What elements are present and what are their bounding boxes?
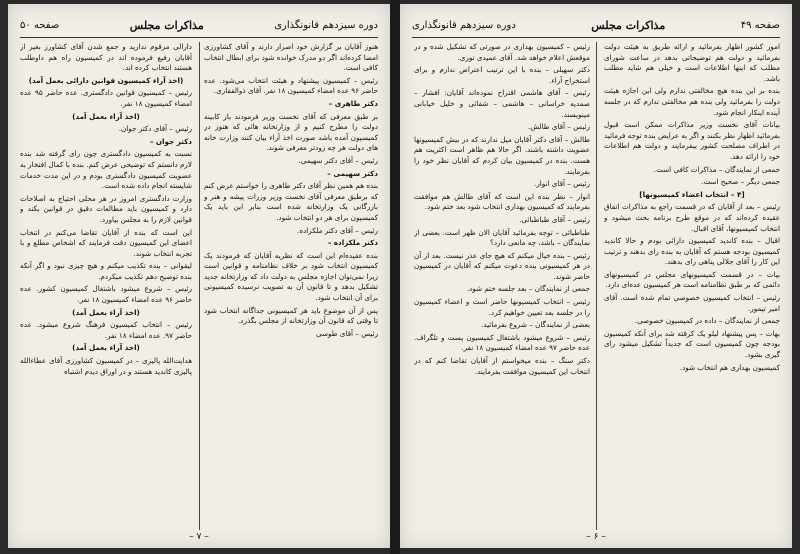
paragraph: جمعی از نمایندگان – داده در کمیسیون خصوصی.: [634, 316, 780, 326]
paragraph: طالش – آقای دکتر آقایان میل ندارند که در بیش کمیسیونها عضویت داشته باشند. اگر حالا هم ظاهر است اکثریت هم هست. بنده در کمیسیون بیان کردم که آقایان نظر خود را بفرمایند.: [414, 134, 590, 176]
paragraph: رئیس – بعد از آقایان که در قسمت راجع به مذاکرات اتفاق عقیده کرده‌اند که در موقع طرح برنامه بحث میشود و انتخاب کمیسیونها، آقای اقبال.: [604, 202, 780, 233]
page-header: [412, 14, 780, 36]
header-session: دوره سیزدهم قانونگذاری: [412, 19, 516, 31]
paragraph: بعضی از نمایندگان – شروع بفرمائید.: [481, 320, 590, 330]
paragraph: کمیسیون بهداری هم انتخاب شود.: [679, 362, 780, 372]
speaker-heading: [۴ – انتخاب اعضاء کمیسیونها]: [639, 189, 745, 199]
paragraph: رئیس – بنده خیال میکنم که هیچ جای عذر نیست. بعد از آن در هر کمیسیونی بنده دعوت میکنم که آقایان در کمیسیون حاضر شوند.: [414, 250, 590, 281]
text-column-left: [414, 42, 590, 530]
text-column-left: [20, 42, 192, 530]
paragraph: رئیس – انتخاب کمیسیونها حاضر است و اعضاء کمیسیون را در جلسه بعد تعیین خواهیم کرد.: [414, 297, 590, 317]
paragraph: لیقوانی – بنده تکذیب میکنم و هیچ چیزی نبود و اگر آنکه بنده توضیح دهم تکذیب میکردم.: [20, 261, 192, 281]
paragraph: اقبال – بنده کاندید کمیسیون دارائی بودم و حالا کاندید کمیسیون بودجه هستم که آقایان به بنده رای بدهند و ترتیب این کار را آقای جلالی پناهی رای بدهند.: [604, 236, 780, 267]
paragraph: رئیس – آقای دکتر سهیمی.: [298, 155, 378, 165]
speaker-heading: دکتر طاهری –: [328, 98, 378, 108]
paragraph: جمعی دیگر – صحیح است.: [701, 177, 780, 187]
header-title: مذاکرات مجلس: [591, 18, 666, 32]
right-page: [400, 4, 792, 548]
paragraph: بر طبق معرفی که آقای نخست وزیر فرمودند باز کابینه دولت را مطرح کنیم و از وزارتخانه هائی که هنوز در کمیسیون آمده باشد صورت اخذ آراء بیان کنند وزارت خانه های دولت هر چه زودتر معرفی شوند.: [204, 111, 378, 153]
header-page-number: صفحه ۵۰: [20, 19, 60, 31]
paragraph: دکتر سنگ – بنده میخواستم از آقایان تقاضا کنم که در انتخاب این کمیسیون موافقت بفرمایند.: [414, 356, 590, 376]
paragraph: این است که بنده از آقایان تقاضا می‌کنم در انتخاب اعضای این کمیسیون دقت فرمایند که اشخاص مطلع و با تجربه انتخاب شوند.: [20, 227, 192, 258]
paragraph: رئیس – کمیسیون پیشنهاد و هیئت انتخاب می‌شود. عده حاضر ۹۶ عده امضاء کمیسیون ۱۸ نفر. آقای ذوالفقاری.: [204, 75, 378, 96]
paragraph: پس از آن موضوع باید هر کمیسیونی جداگانه انتخاب شود تا وقتی که قانون آن وزارتخانه از مجلس بگذرد.: [204, 305, 378, 326]
paragraph: رئیس – کمیسیون قوانین دادگستری. عده حاضر ۹۵ عده امضاء کمیسیون ۱۸ نفر.: [20, 88, 192, 108]
paragraph: جمعی از نمایندگان – بعد جلسه ختم شود.: [466, 284, 590, 294]
header-title: مذاکرات مجلس: [129, 18, 204, 32]
paragraph: بنده هم همین نظر آقای دکتر طاهری را خواستم عرض کنم که برطبق معرفی آقای نخست وزیر وزرات پیشه و هنر و بازرگانی یک وزارتخانه شده است بنابر این باید یک کمیسیون برای هر دو انتخاب شود.: [204, 181, 378, 222]
paragraph: رئیس – شروع میشود باشتغال کمیسیون پست و تلگراف. عده حاضر ۹۷ عده امضاء کمیسیون ۱۸ نفر.: [414, 332, 590, 353]
paragraph: طباطبائی – توجه بفرمائید آقایان الان ظهر است. بعضی از نمایندگان – باشد، چه مانعی دارد؟: [414, 227, 590, 248]
text-column-right: [604, 42, 780, 530]
paragraph: رئیس – انتخاب کمیسیون خصوصی تمام شده است. آقای امیر تیمور.: [604, 293, 780, 313]
page-footer-number: – ۷ –: [189, 532, 209, 542]
text-column-right: [204, 42, 378, 530]
column-divider: [199, 42, 200, 530]
paragraph: دکتر سهیلی – بنده با این ترتیب اعتراض ندارم و برای استخراج آراء.: [414, 65, 590, 85]
header-rule: [412, 37, 780, 38]
book-gutter: [390, 0, 400, 554]
speaker-heading: دکتر ملکزاده –: [327, 238, 378, 248]
paragraph: نسبت به کمیسیون دادگستری چون رای گرفته شد بنده لازم دانستم که توضیحی عرض کنم. بنده با کمال افتخار به عضویت کمیسیون دادگستری بودم و در این مدت خدمات شایسته انجام داده شده است.: [20, 149, 192, 191]
paragraph: (اخذ آراء کمیسیون قوانین دارائی بعمل آمد): [28, 75, 184, 85]
paragraph: رئیس – شروع میشود باشتغال کمیسیون کشور. عده حاضر ۹۶ عده امضاء کمیسیون ۱۸ نفر.: [20, 284, 192, 305]
paragraph: رئیس – آقای دکتر ملکزاده.: [297, 225, 378, 235]
paragraph: (اخذ آراء بعمل آمد): [72, 343, 140, 353]
page-header: [20, 14, 378, 36]
paragraph: جمعی از نمایندگان – مذاکرات کافی است.: [653, 164, 780, 174]
paragraph: رئیس – کمیسیون بهداری در صورتی که تشکیل شده و در موقعش اعلام خواهد شد. آقای عمیدی نوری.: [414, 42, 590, 62]
paragraph: بیات – در قسمت کمیسیونهای مجلس در کمیسیونهای دائمی که بر طبق نظامنامه است هر کمیسیون عده‌ای دارد.: [604, 269, 780, 290]
header-rule: [20, 37, 378, 38]
paragraph: رئیس – آقای طالش.: [527, 122, 590, 132]
paragraph: بهات – پس پیشنهاد لیلو یک کرقته شد برای آنکه کمیسیون بودجه چون کمیسیون است که جدیداً تشکیل میشود رای گیری بشود.: [604, 328, 780, 360]
paragraph: هنوز آقایان بر گزارش خود اصرار دارند و آقای کشاورزی امضا کرده‌اند اگر دو مدرک خوانده شود برای ابطال انتخاب کافی است.: [204, 42, 378, 73]
left-page: [8, 4, 390, 548]
page-footer-number: – ۶ –: [586, 532, 606, 542]
column-divider: [596, 42, 597, 530]
paragraph: امور کشور اظهار بفرمائید و ارائه طریق به هیئت دولت بفرمائید و دولت هم توضیحاتی بدهد در ساعت شورای مطلب که اینها اطلاعات است و خیلی هم شاید مطلب باشد.: [604, 42, 780, 83]
paragraph: رئیس – انتخاب کمیسیون فرهنگ شروع میشود. عده حاضر ۹۷. عده امضاء ۱۸ نفر.: [20, 320, 192, 340]
paragraph: (اخذ آراء بعمل آمد): [72, 111, 140, 121]
speaker-heading: دکتر جوان –: [149, 136, 192, 146]
header-page-number: صفحه ۴۹: [740, 19, 780, 31]
speaker-heading: دکتر سهیمی –: [327, 168, 378, 178]
paragraph: بنده عقیده‌ام این است که نظریه آقایان که فرمودند یک کمیسیون انتخاب شود بر خلاف نظامنامه و قوانین است زیرا نمی‌توان اجازه مجلس به دولت داد که وزارتخانه جدید تشکیل بدهد و تا قانون آن به تصویب نرسیده کمیسیونی برای آن انتخاب شود.: [204, 250, 378, 303]
paragraph: (اخذ آراء بعمل آمد): [72, 307, 140, 317]
paragraph: رئیس – آقای طباطبائی.: [519, 214, 590, 224]
paragraph: وزارت دادگستری امروز در هر محلی احتیاج به اصلاحات دارد و کمیسیون باید مطالعات دقیق در قوانین بکند و قوانین لازم را به مجلس بیاورد.: [20, 193, 192, 224]
paragraph: بیانات آقای نخست وزیر مذاکرات ممکن است قبول بفرمائید اظهار نظر بکنند و اگر به عرایض بنده توجه فرمائید در اطراف مصلحت کشور بیفرمایند و دولت هم اطلاعات خود را ارائه دهد.: [604, 120, 780, 161]
paragraph: رئیس – آقای دکتر جوان.: [118, 124, 192, 134]
paragraph: رئیس – آقای طوسی: [316, 328, 378, 338]
paragraph: هدایت‌الله پالیزی – در کمیسیون کشاورزی آقای عطاءالله پالیزی کاندید هستند و در اوراق دیدم اشتباه: [20, 356, 192, 376]
paragraph: رئیس – آقای انوار.: [534, 179, 590, 189]
paragraph: رئیس – آقای هاشمی اقتراح نموده‌اند آقایان: افشار – صمدیه خراسانی – هاشمی – شفائی و خلیل خیابانی مینویسند.: [414, 88, 590, 119]
header-session: دوره سیزدهم قانونگذاری: [274, 19, 378, 31]
paragraph: دارالی مرقوم ندارید و جمع شدن آقای کشاورز بغیر از آقایان رفیع فرموده اند در کمیسیون راه هم داوطلب هستند انتخاب کرده اند.: [20, 42, 192, 73]
paragraph: بنده بر این بنده هیچ مخالفتی ندارم ولی این اجازه هیئت دولت را بفرمائید ولی بنده هم مخالفتی ندارم که در جلسه آینده اینکار انجام شود.: [604, 86, 780, 117]
paragraph: انوار – نظر بنده این است که آقای طالش هم موافقت بفرمایند که کمیسیون بهداری انتخاب شود بعد ختم شود.: [414, 191, 590, 212]
